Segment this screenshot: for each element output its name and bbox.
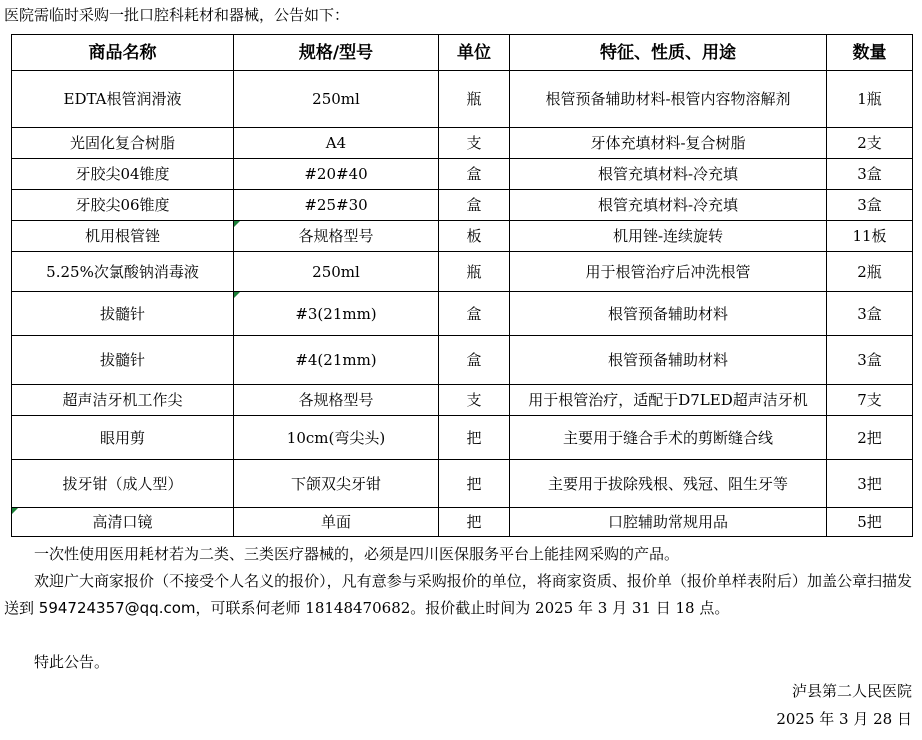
table-cell: 牙胶尖04锥度 xyxy=(12,159,234,190)
table-cell xyxy=(12,508,234,537)
table-cell: 11板 xyxy=(827,221,913,252)
table-cell: 盒 xyxy=(439,159,510,190)
closing-line: 特此公告。 xyxy=(34,653,110,671)
signature-org: 泸县第二人民医院 xyxy=(791,682,912,700)
table-cell: 板 xyxy=(439,221,510,252)
table-cell: 下颌双尖牙钳 xyxy=(234,460,439,508)
cell-text: 高清口镜 xyxy=(92,513,153,531)
table-cell: 3把 xyxy=(827,460,913,508)
notice-paragraph-2 xyxy=(4,568,912,622)
cell-text: 各规格型号 xyxy=(298,227,374,245)
table-row xyxy=(12,159,913,190)
table-cell xyxy=(234,292,439,336)
table-cell: 250ml xyxy=(234,71,439,128)
paragraph-text: ，可联系何老师 18148470682。报价截止时间为 2025 年 3 月 31 日 18 点。 xyxy=(195,599,730,617)
header-cell: 商品名称 xyxy=(12,35,234,71)
table-cell: EDTA根管润滑液 xyxy=(12,71,234,128)
table-row xyxy=(12,71,913,128)
table-cell: 3盒 xyxy=(827,336,913,385)
table-cell: 5.25%次氯酸钠消毒液 xyxy=(12,252,234,292)
paragraph-text: 欢迎广大商家报价（不接受个人名义的报价），凡有意参与采购报价的单位，将商家资质、报价单（报价单样表附后）加盖公章扫描发送到 xyxy=(4,572,912,617)
table-cell: 把 xyxy=(439,508,510,537)
table-cell: 10cm(弯尖头) xyxy=(234,416,439,460)
table-cell: 2瓶 xyxy=(827,252,913,292)
cell-text: #3(21mm) xyxy=(295,304,377,323)
signature-date: 2025 年 3 月 28 日 xyxy=(776,710,912,728)
table-row xyxy=(12,508,913,537)
table-cell: 1瓶 xyxy=(827,71,913,128)
table-header-row xyxy=(12,35,913,71)
table-cell: 主要用于缝合手术的剪断缝合线 xyxy=(510,416,827,460)
table-row xyxy=(12,221,913,252)
header-cell: 规格/型号 xyxy=(234,35,439,71)
table-cell: 根管充填材料-冷充填 xyxy=(510,190,827,221)
table-cell: 机用锉-连续旋转 xyxy=(510,221,827,252)
table-cell: 根管预备辅助材料 xyxy=(510,292,827,336)
table-cell: 拔髓针 xyxy=(12,292,234,336)
table-row xyxy=(12,292,913,336)
email-address: 594724357@qq.com xyxy=(38,599,196,617)
table-cell: 支 xyxy=(439,128,510,159)
table-cell: 超声洁牙机工作尖 xyxy=(12,385,234,416)
table-cell: 根管预备辅助材料 xyxy=(510,336,827,385)
table-row xyxy=(12,385,913,416)
table-cell: 机用根管锉 xyxy=(12,221,234,252)
table-cell: 瓶 xyxy=(439,71,510,128)
table-cell: 口腔辅助常规用品 xyxy=(510,508,827,537)
table-cell: 2把 xyxy=(827,416,913,460)
table-cell: #25#30 xyxy=(234,190,439,221)
table-cell: 用于根管治疗后冲洗根管 xyxy=(510,252,827,292)
table-cell: 主要用于拔除残根、残冠、阻生牙等 xyxy=(510,460,827,508)
table-row xyxy=(12,252,913,292)
table-cell: 拔牙钳（成人型） xyxy=(12,460,234,508)
table-cell: 盒 xyxy=(439,292,510,336)
table-cell: 拔髓针 xyxy=(12,336,234,385)
procurement-table xyxy=(11,34,913,537)
table-cell: 各规格型号 xyxy=(234,385,439,416)
notice-paragraph-1: 一次性使用医用耗材若为二类、三类医疗器械的，必须是四川医保服务平台上能挂网采购的产品。 xyxy=(34,545,680,563)
table-cell: 盒 xyxy=(439,336,510,385)
table-cell: 光固化复合树脂 xyxy=(12,128,234,159)
intro-line: 医院需临时采购一批口腔科耗材和器械，公告如下： xyxy=(4,6,350,24)
table-cell: 7支 xyxy=(827,385,913,416)
table-row xyxy=(12,460,913,508)
table-cell: 把 xyxy=(439,416,510,460)
table-cell: #4(21mm) xyxy=(234,336,439,385)
table-row xyxy=(12,190,913,221)
table-cell: 支 xyxy=(439,385,510,416)
table-cell: 2支 xyxy=(827,128,913,159)
table-cell: 瓶 xyxy=(439,252,510,292)
table-row xyxy=(12,128,913,159)
table-cell: 眼用剪 xyxy=(12,416,234,460)
table-cell: 3盒 xyxy=(827,159,913,190)
table-cell: 牙体充填材料-复合树脂 xyxy=(510,128,827,159)
cell-marker-icon xyxy=(234,292,240,298)
table-cell: 盒 xyxy=(439,190,510,221)
cell-marker-icon xyxy=(234,221,240,227)
header-cell: 数量 xyxy=(827,35,913,71)
table-cell xyxy=(234,221,439,252)
table-cell: 5把 xyxy=(827,508,913,537)
table-cell: 根管充填材料-冷充填 xyxy=(510,159,827,190)
table-cell: 250ml xyxy=(234,252,439,292)
table-cell: 用于根管治疗，适配于D7LED超声洁牙机 xyxy=(510,385,827,416)
table-cell: #20#40 xyxy=(234,159,439,190)
table-cell: 牙胶尖06锥度 xyxy=(12,190,234,221)
table-cell: 单面 xyxy=(234,508,439,537)
cell-marker-icon xyxy=(12,508,18,514)
table-row xyxy=(12,416,913,460)
table-cell: A4 xyxy=(234,128,439,159)
table-cell: 3盒 xyxy=(827,190,913,221)
table-cell: 3盒 xyxy=(827,292,913,336)
table-row xyxy=(12,336,913,385)
table-cell: 把 xyxy=(439,460,510,508)
header-cell: 特征、性质、用途 xyxy=(510,35,827,71)
header-cell: 单位 xyxy=(439,35,510,71)
table-cell: 根管预备辅助材料-根管内容物溶解剂 xyxy=(510,71,827,128)
